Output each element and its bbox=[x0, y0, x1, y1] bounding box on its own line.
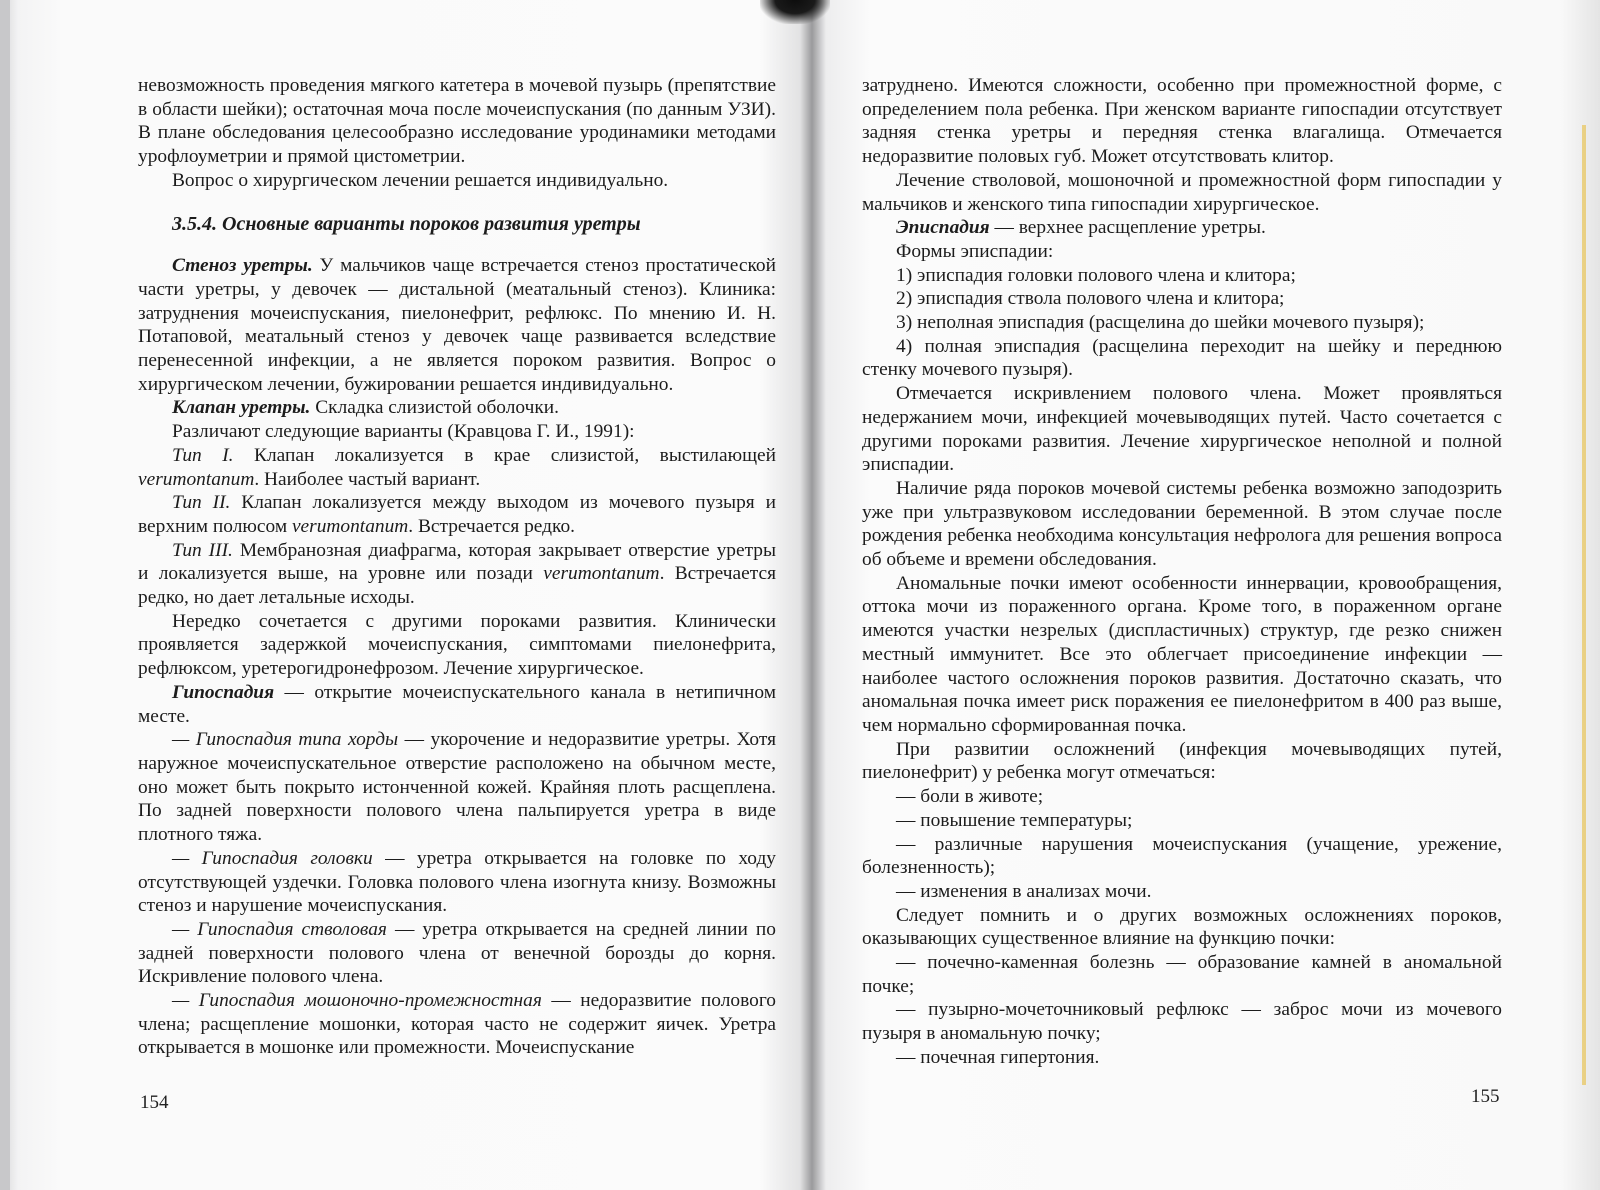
paragraph: Лечение стволовой, мошоночной и промежностной форм гипоспадии у мальчиков и женского типа гипоспадии хирургическое. bbox=[862, 169, 1502, 215]
page-edge-left bbox=[0, 0, 10, 1190]
list-item: — изменения в анализах мочи. bbox=[896, 880, 1152, 902]
paragraph: Различают следующие варианты (Кравцова Г. И., 1991): bbox=[172, 421, 635, 443]
term: Гипоспадия bbox=[172, 681, 275, 703]
type-label: Тип I. bbox=[172, 444, 234, 466]
paragraph-text: . Наиболее частый вариант. bbox=[254, 468, 481, 490]
left-page bbox=[138, 74, 776, 1060]
paragraph: При развитии осложнений (инфекция мочевыводящих путей, пиелонефрит) у ребенка могут отмечаться: bbox=[862, 738, 1502, 784]
paragraph-text: — укорочение и недоразвитие уретры. Хотя наружное мочеиспускательное отверстие расположено на обычном месте, оно может быть покрыто истонченной кожей. Крайняя плоть расщеплена. По задней поверхности полового члена пальпируется уретра в виде плотного тяжа. bbox=[138, 729, 776, 846]
paragraph-text: — недоразвитие полового члена; расщепление мошонки, которая часто не содержит яичек. Уретра открывается в мошонке или промежности. Мочеиспускание bbox=[138, 990, 776, 1059]
paragraph-text: Клапан локализуется в крае слизистой, выстилающей bbox=[233, 444, 776, 466]
term: Клапан уретры. bbox=[172, 397, 311, 419]
paragraph-text: Мембранозная диафрагма, которая закрывает отверстие уретры и локализуется выше, на уровне или позади bbox=[138, 539, 777, 585]
list-item: — боли в животе; bbox=[896, 786, 1044, 808]
paragraph-text: Складка слизистой оболочки. bbox=[310, 397, 560, 419]
paragraph-text: — уретра открывается на средней линии по задней поверхности полового члена от венечной борозды до корня. Искривление полового члена. bbox=[138, 918, 776, 988]
term: Эписпадия bbox=[896, 217, 990, 239]
paragraph-chorda bbox=[138, 728, 776, 847]
paragraph: невозможность проведения мягкого катетера в мочевой пузырь (препятствие в области шейки); остаточная моча после мочеиспускания (по данным УЗИ). В плане обследования целесообразно исследование уродинамики методами урофлоуметрии и прямой цистометрии. bbox=[138, 75, 776, 168]
page-number: 154 bbox=[140, 1092, 169, 1113]
subtype-label: — Гипоспадия стволовая bbox=[172, 918, 387, 940]
type-label: Тип III. bbox=[172, 539, 233, 561]
paragraph-type3 bbox=[138, 539, 776, 610]
subtype-label: — Гипоспадия мошоночно-промежностная bbox=[172, 990, 542, 1012]
paragraph-text: У мальчиков чаще встречается стеноз простатической части уретры, у девочек — дистальной (меатальный стеноз). Клиника: затруднения мочеиспускания, пиелонефрит, рефлюкс. По мнению И. Н. Потаповой, меатальный стеноз у девочек чаще развивается вследствие перенесенной инфекции, а не является пороком развития. Вопрос о хирургическом лечении, бужировании решается индивидуально. bbox=[138, 255, 776, 395]
list-item: — почечно-каменная болезнь — образование камней в аномальной почке; bbox=[862, 952, 1502, 997]
list-item: — различные нарушения мочеиспускания (учащение, урежение, болезненность); bbox=[862, 833, 1502, 879]
paragraph-valve bbox=[138, 396, 776, 420]
binding-gutter-shadow bbox=[760, 0, 830, 24]
latin-term: verumontanum bbox=[138, 468, 255, 490]
paragraph: Отмечается искривлением полового члена. Может проявляться недержанием мочи, инфекцией мочевыводящих путей. Часто сочетается с другими пороками развития. Лечение хирургическое неполной и полной эписпадии. bbox=[862, 383, 1502, 476]
list-item: 3) неполная эписпадия (расщелина до шейки мочевого пузыря); bbox=[896, 312, 1425, 334]
list-item: — повышение температуры; bbox=[896, 809, 1133, 831]
paragraph-stenosis bbox=[138, 254, 776, 396]
paragraph-type2 bbox=[138, 491, 776, 538]
paragraph: Следует помнить и о других возможных осложнениях пороков, оказывающих существенное влияние на функцию почки: bbox=[862, 904, 1502, 950]
list-item: — почечная гипертония. bbox=[896, 1046, 1100, 1068]
latin-term: verumontanum bbox=[543, 563, 660, 585]
subtype-label: — Гипоспадия типа хорды bbox=[172, 729, 399, 751]
paragraph: Наличие ряда пороков мочевой системы ребенка возможно заподозрить уже при ультразвуковом исследовании беременной. В этом случае после рождения ребенка необходима консультация нефролога для решения вопроса об объеме и времени обследования. bbox=[862, 477, 1502, 571]
paragraph-text: — уретра открывается на головке по ходу отсутствующей уздечки. Головка полового члена изогнута книзу. Возможны стеноз и нарушение мочеиспускания. bbox=[138, 847, 777, 917]
paragraph-shaft bbox=[138, 918, 776, 989]
paragraph-scrotal bbox=[138, 989, 776, 1060]
paragraph-glans bbox=[138, 847, 776, 918]
paragraph: Нередко сочетается с другими пороками развития. Клинически проявляется задержкой мочеиспускания, симптомами пиелонефрита, рефлюксом, уретерогидронефрозом. Лечение хирургическое. bbox=[138, 610, 776, 680]
page-number: 155 bbox=[1471, 1086, 1500, 1107]
paragraph: Формы эписпадии: bbox=[896, 240, 1054, 262]
paragraph: Аномальные почки имеют особенности иннервации, кровообращения, оттока мочи из пораженного органа. Кроме того, в пораженном органе имеются участки незрелых (диспластичных) структур, где резко снижен местный иммунитет. Все это облегчает присоединение инфекции — наиболее частого осложнения пороков развития. Достаточно сказать, что аномальная почка имеет риск поражения ее пиелонефритом в 400 раз выше, чем нормально сформированная почка. bbox=[862, 572, 1502, 736]
list-item: — пузырно-мочеточниковый рефлюкс — заброс мочи из мочевого пузыря в аномальную почку; bbox=[862, 999, 1502, 1045]
list-item: 2) эписпадия ствола полового члена и клитора; bbox=[896, 288, 1285, 310]
paragraph-text: . Встречается редко, но дает летальные исходы. bbox=[138, 563, 776, 609]
paragraph-text: . Встречается редко. bbox=[408, 515, 575, 537]
list-item: 1) эписпадия головки полового члена и клитора; bbox=[896, 264, 1296, 286]
paragraph-type1 bbox=[138, 444, 776, 491]
term: Стеноз уретры. bbox=[172, 255, 313, 277]
paragraph-hypospadias bbox=[138, 681, 776, 728]
section-heading: 3.5.4. Основные варианты пороков развития уретры bbox=[172, 212, 641, 235]
paragraph-text: Клапан локализуется между выходом из мочевого пузыря и верхним полюсом bbox=[138, 492, 776, 537]
list-item: 4) полная эписпадия (расщелина переходит на шейку и переднюю стенку мочевого пузыря). bbox=[862, 335, 1502, 381]
paragraph-text: — верхнее расщепление уретры. bbox=[989, 217, 1266, 239]
right-page bbox=[862, 74, 1502, 1070]
paragraph: затруднено. Имеются сложности, особенно при промежностной форме, с определением пола ребенка. При женском варианте гипоспадии отсутствует задняя стенка уретры и передняя стенка влагалища. Отмечается недоразвитие половых губ. Может отсутствовать клитор. bbox=[862, 75, 1502, 168]
type-label: Тип II. bbox=[172, 492, 231, 514]
paragraph: Вопрос о хирургическом лечении решается индивидуально. bbox=[172, 169, 669, 191]
subtype-label: — Гипоспадия головки bbox=[172, 847, 373, 869]
page-edge-right bbox=[1582, 125, 1586, 1085]
paragraph-text: — открытие мочеиспускательного канала в нетипичном месте. bbox=[138, 681, 776, 727]
paragraph-epispadias bbox=[862, 216, 1502, 240]
latin-term: verumontanum bbox=[291, 515, 409, 537]
